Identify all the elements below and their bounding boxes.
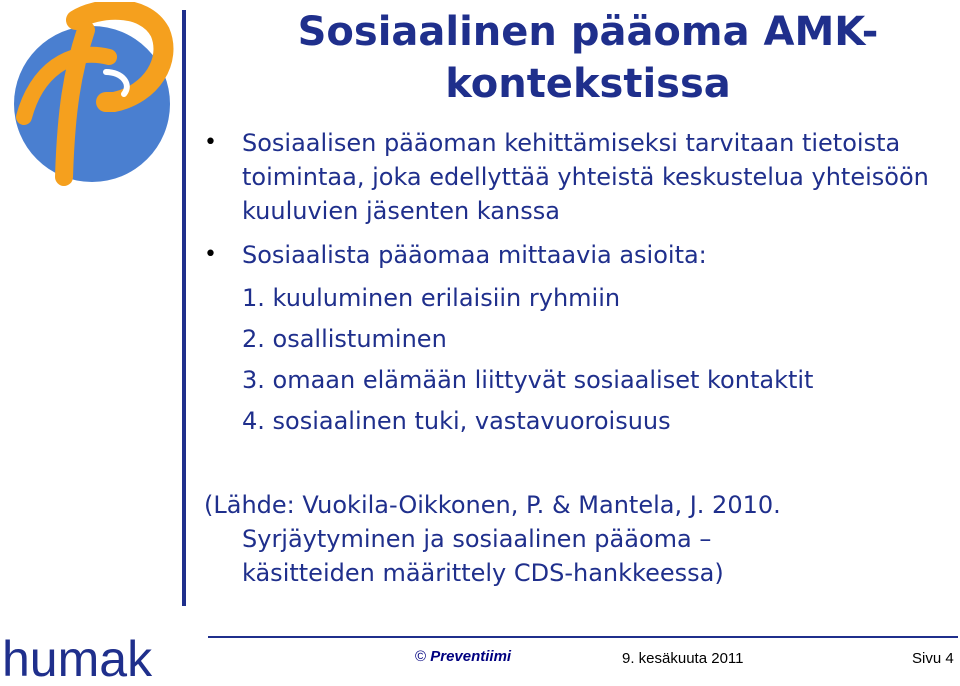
- numbered-item: 1. kuuluminen erilaisiin ryhmiin: [242, 284, 621, 312]
- footer-page-number: Sivu 4: [912, 650, 954, 667]
- bullet-text: Sosiaalisen pääoman kehittämiseksi tarvitaan tietoista toimintaa, joka edellyttää yhteistä keskustelua yhteisöön kuuluvien jäsenten kanssa: [242, 129, 929, 225]
- bullet-dot: •: [204, 130, 217, 155]
- footer-date: 9. kesäkuuta 2011: [622, 650, 744, 667]
- slide-divider: [182, 10, 186, 606]
- footer-brand: Preventiimi: [430, 648, 512, 665]
- numbered-item: 2. osallistuminen: [242, 325, 447, 353]
- source-line: käsitteiden määrittely CDS-hankkeessa): [242, 559, 724, 587]
- source-line: (Lähde: Vuokila-Oikkonen, P. & Mantela, J. 2010.: [204, 491, 781, 519]
- footer-divider: [208, 636, 958, 638]
- numbered-item: 3. omaan elämään liittyvät sosiaaliset kontaktit: [242, 366, 814, 394]
- slide-title: Sosiaalinen pääoma AMK-kontekstissa: [297, 9, 879, 107]
- copyright-symbol: ©: [415, 648, 427, 665]
- footer-copyright: [415, 648, 511, 665]
- source-line: Syrjäytyminen ja sosiaalinen pääoma –: [242, 525, 712, 553]
- bullet-text: Sosiaalista pääomaa mittaavia asioita:: [242, 241, 707, 269]
- humak-logo-icon: [2, 632, 168, 686]
- preventiimi-logo-icon: [14, 2, 174, 187]
- bullet-dot: •: [204, 242, 217, 267]
- humak-wordmark: humak: [2, 632, 153, 686]
- numbered-item: 4. sosiaalinen tuki, vastavuoroisuus: [242, 407, 671, 435]
- source-citation: [204, 488, 954, 590]
